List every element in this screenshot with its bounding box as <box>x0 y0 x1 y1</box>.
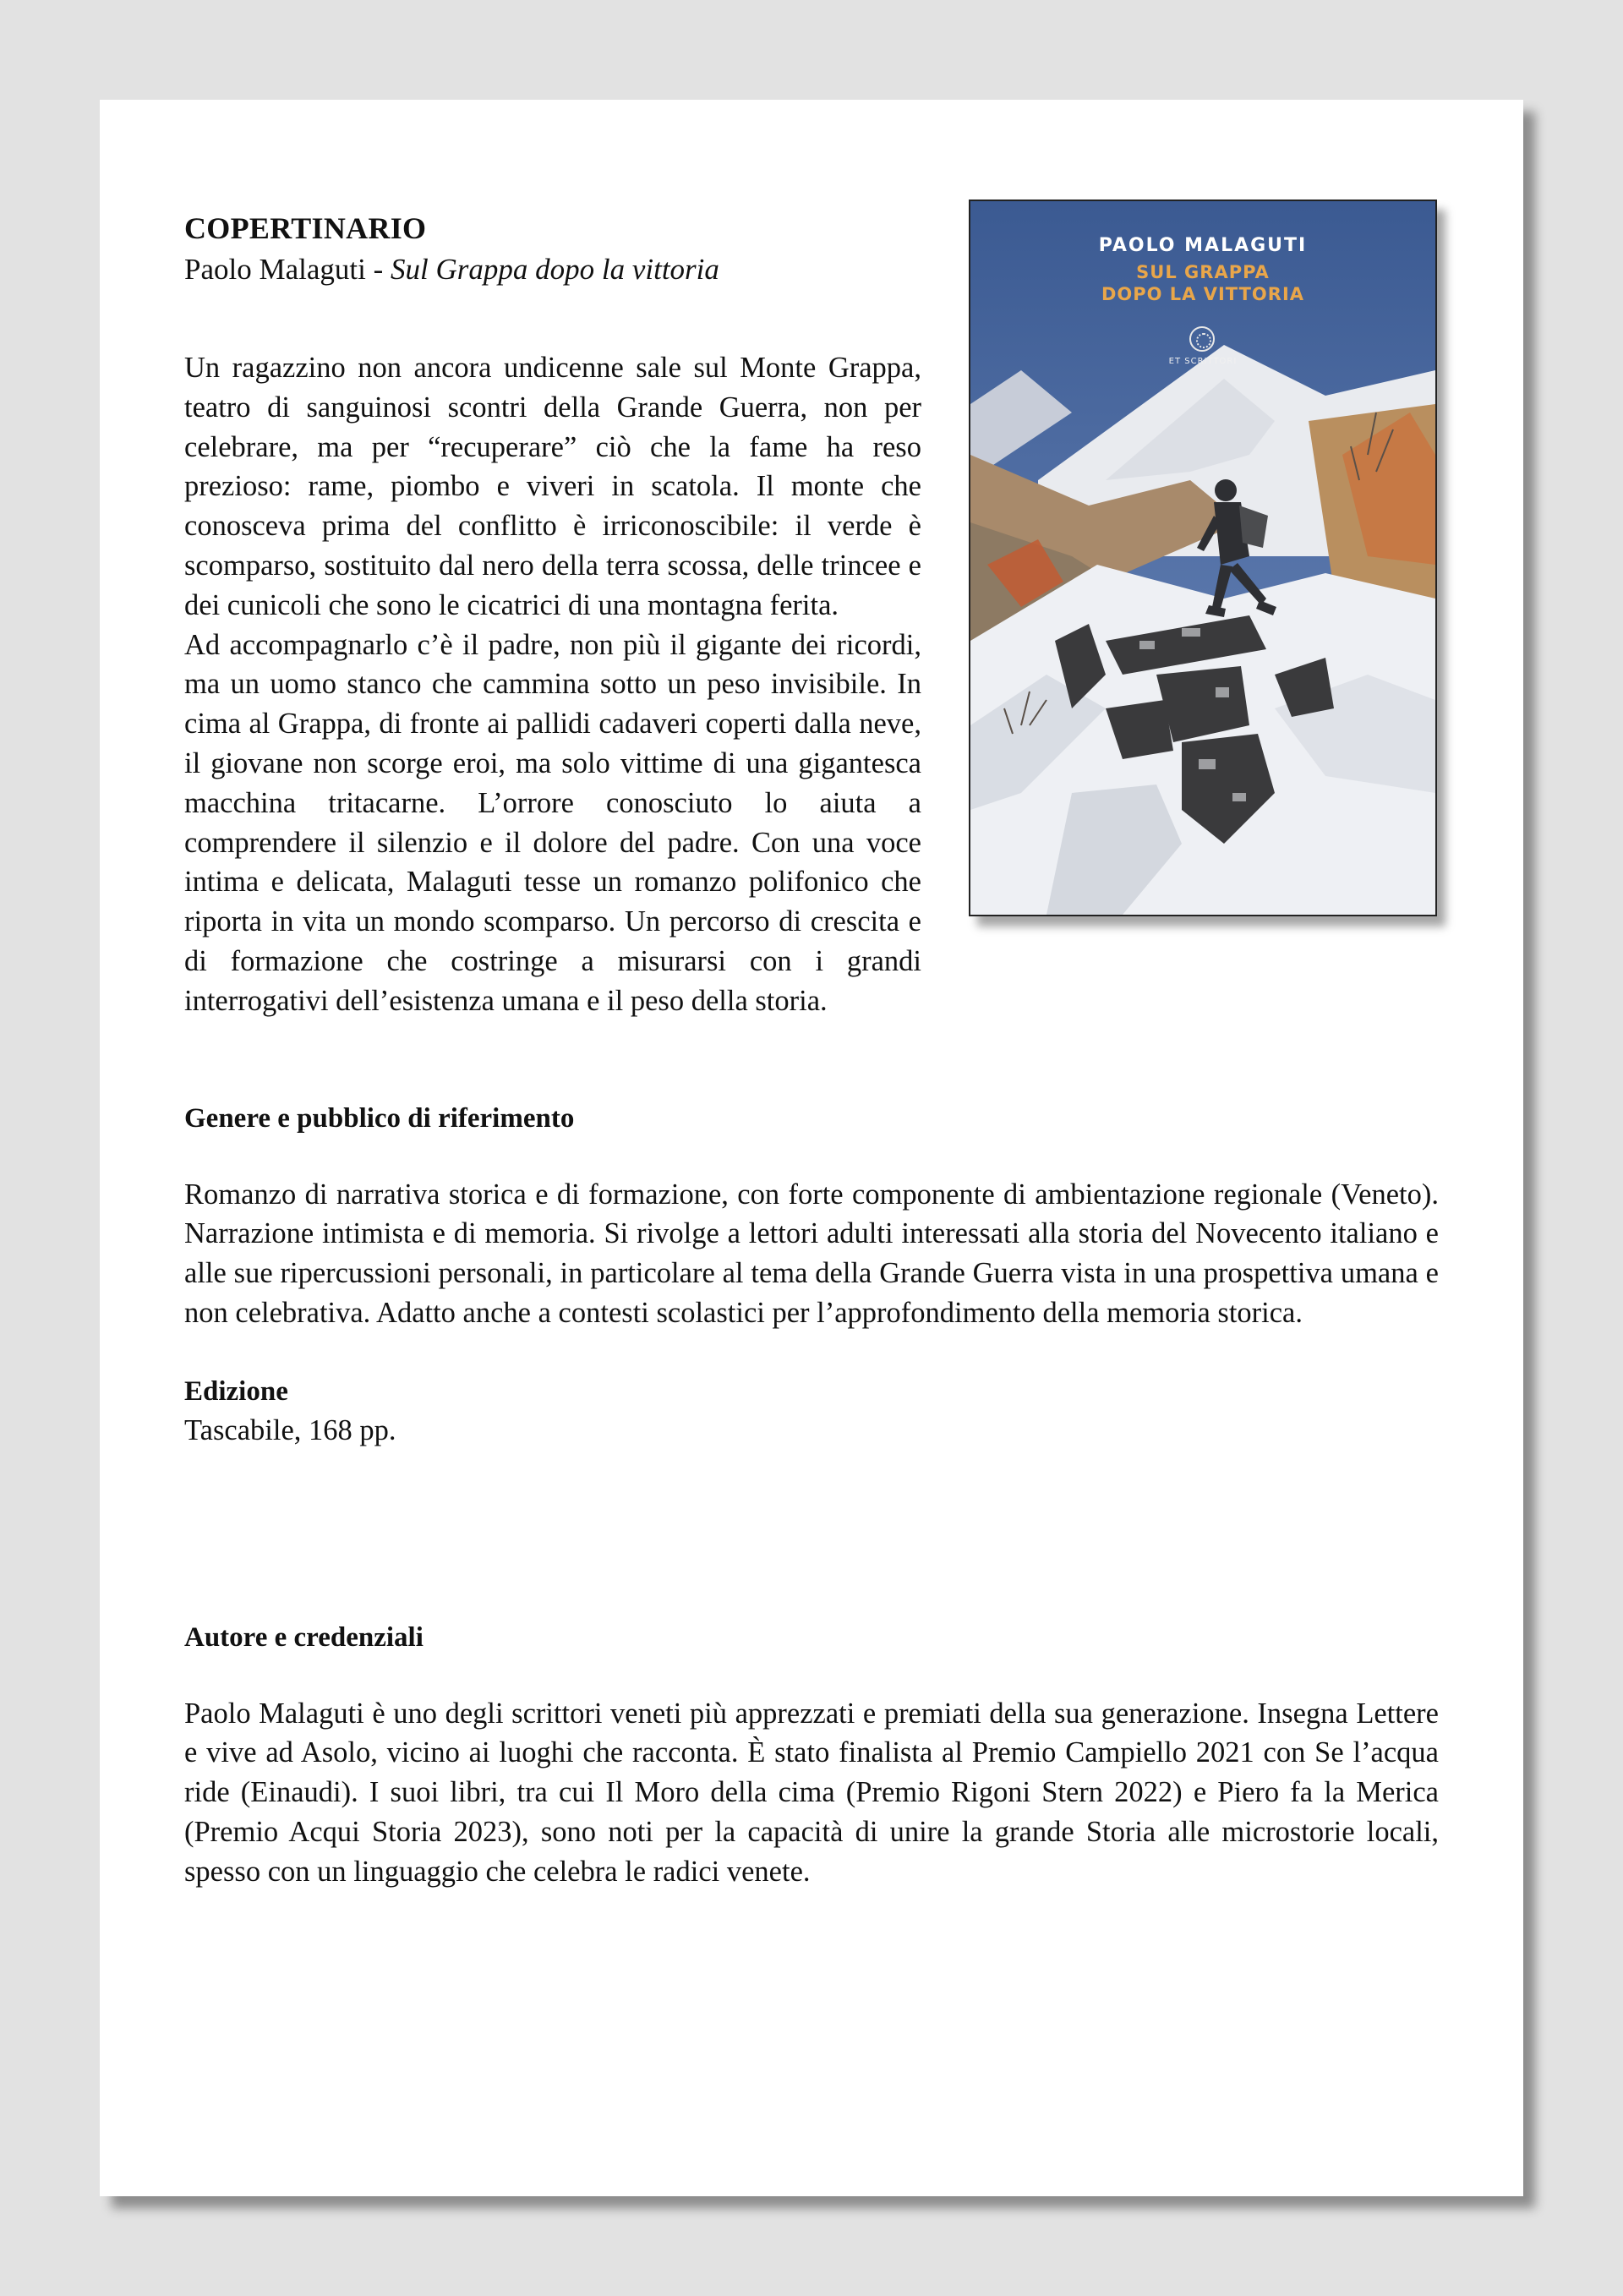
edition-text: Tascabile, 168 pp. <box>184 1413 396 1446</box>
synopsis-paragraph-1: Un ragazzino non ancora undicenne sale sul Monte Grappa, teatro di sanguinosi scontri della Grande Guerra, non per celebrare, ma per “recuperare” ciò che la fame ha reso prezioso: rame, piombo e viveri in scatola. Il monte che conosceva prima del conflitto è irriconoscibile: il verde è scomparso, sostituito dal nero della terra scossa, delle trincee e dei cunicoli che sono le cicatrici di una montagna ferita. <box>184 352 921 621</box>
publisher-logo-icon <box>1196 333 1211 348</box>
edition-section-title: Edizione <box>184 1375 288 1407</box>
book-title: Sul Grappa dopo la vittoria <box>391 253 719 286</box>
book-cover <box>969 200 1437 916</box>
author-section-text: Paolo Malaguti è uno degli scrittori veneti più apprezzati e premiati della sua generazione. Insegna Lettere e vive ad Asolo, vicino ai luoghi che racconta. È stato finalista al Premio Campiello 2021 con Se l’acqua ride (Einaudi). I suoi libri, tra cui Il Moro della cima (Premio Rigoni Stern 2022) e Piero fa la Merica (Premio Acqui Storia 2023), sono noti per la capacità di unire la grande Storia alle microstorie locali, spesso con un linguaggio che celebra le radici venete. <box>184 1697 1439 1888</box>
publisher-logo <box>1189 326 1215 352</box>
genre-section-title: Genere e pubblico di riferimento <box>184 1102 575 1134</box>
cover-author: PAOLO MALAGUTI <box>1098 235 1308 256</box>
synopsis-paragraph-2: Ad accompagnarlo c’è il padre, non più il gigante dei ricordi, ma un uomo stanco che cammina sotto un peso invisibile. In cima al Grappa, di fronte ai pallidi cadaveri coperti dalla neve, il giovane non scorge eroi, ma solo vittime di una gigantesca macchina tritacarne. L’orrore conosciuto lo aiuta a comprendere il silenzio e il dolore del padre. Con una voce intima e delicata, Malaguti tesse un romanzo polifonico che riporta in vita un mondo scomparso. Un percorso di crescita e di formazione che costringe a misurarsi con i grandi interrogativi dell’esistenza umana e il peso della storia. <box>184 628 921 1017</box>
document-page <box>100 100 1523 2196</box>
book-author: Paolo Malaguti <box>184 253 366 286</box>
cover-title-line2: DOPO LA VITTORIA <box>1101 284 1305 304</box>
genre-text: Romanzo di narrativa storica e di formazione, con forte componente di ambientazione regionale (Veneto). Narrazione intimista e di memoria. Si rivolge a lettori adulti interessati alla storia del Novecento italiano e alle sue ripercussioni personali, in particolare al tema della Grande Guerra vista in una prospettiva umana e non celebrativa. Adatto anche a contesti scolastici per l’approfondimento della memoria storica. <box>184 1178 1439 1329</box>
cover-illustration <box>970 201 1435 915</box>
cover-publisher: ET SCRITTORI <box>1168 357 1238 366</box>
document-heading: COPERTINARIO <box>184 211 427 245</box>
subtitle-separator: - <box>365 253 391 286</box>
author-section-title: Autore e credenziali <box>184 1621 424 1653</box>
cover-title-line1: SUL GRAPPA <box>1136 262 1270 282</box>
document-content <box>184 208 1439 1892</box>
